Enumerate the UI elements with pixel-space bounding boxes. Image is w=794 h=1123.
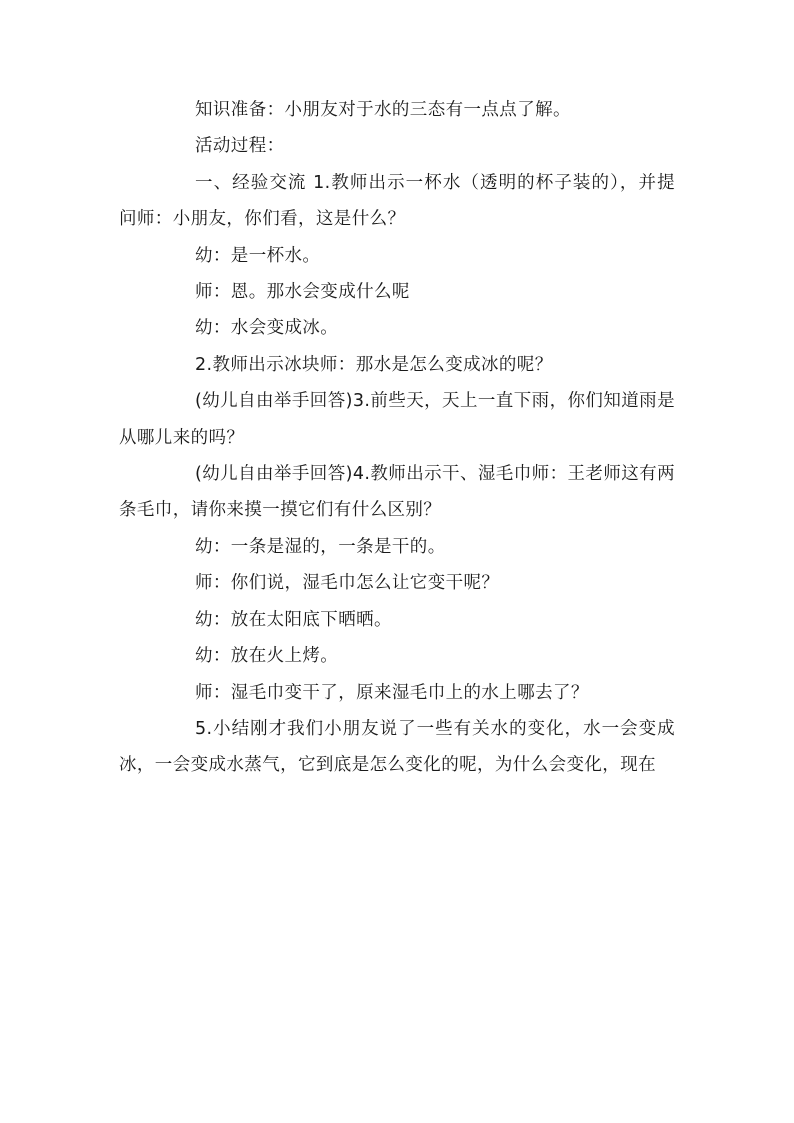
paragraph-rain-question: (幼儿自由举手回答)3.前些天，天上一直下雨，你们知道雨是从哪儿来的吗？ <box>119 391 675 448</box>
paragraph-dialogue: 师：湿毛巾变干了，原来湿毛巾上的水上哪去了？ <box>195 682 589 703</box>
paragraph-dialogue: 幼：水会变成冰。 <box>195 318 339 339</box>
paragraph-ice-block: 2.教师出示冰块师：那水是怎么变成冰的呢？ <box>195 354 553 375</box>
paragraph-activity-process: 活动过程： <box>195 136 285 157</box>
paragraph-dialogue: 幼：放在太阳底下晒晒。 <box>195 609 392 630</box>
paragraph-dialogue: 幼：放在火上烤。 <box>195 646 339 667</box>
paragraph-knowledge-prep: 知识准备：小朋友对于水的三态有一点点了解。 <box>195 100 571 120</box>
paragraph-summary: 5.小结刚才我们小朋友说了一些有关水的变化，水一会变成冰，一会变成水蒸气，它到底是怎么变化的呢，为什么会变化，现在 <box>119 718 675 776</box>
paragraph-dialogue: 幼：一条是湿的，一条是干的。 <box>195 536 446 557</box>
paragraph-dialogue: 师：恩。那水会变成什么呢 <box>195 282 410 303</box>
paragraph-towel-question: (幼儿自由举手回答)4.教师出示干、湿毛巾师：王老师这有两条毛巾，请你来摸一摸它们有什么区别？ <box>119 464 675 521</box>
paragraph-dialogue: 师：你们说，湿毛巾怎么让它变干呢？ <box>195 573 500 594</box>
document-body <box>119 92 675 784</box>
paragraph-experience-exchange: 一、经验交流 1.教师出示一杯水（透明的杯子装的），并提问师：小朋友，你们看，这是什么？ <box>119 172 675 230</box>
paragraph-dialogue: 幼：是一杯水。 <box>195 245 321 266</box>
